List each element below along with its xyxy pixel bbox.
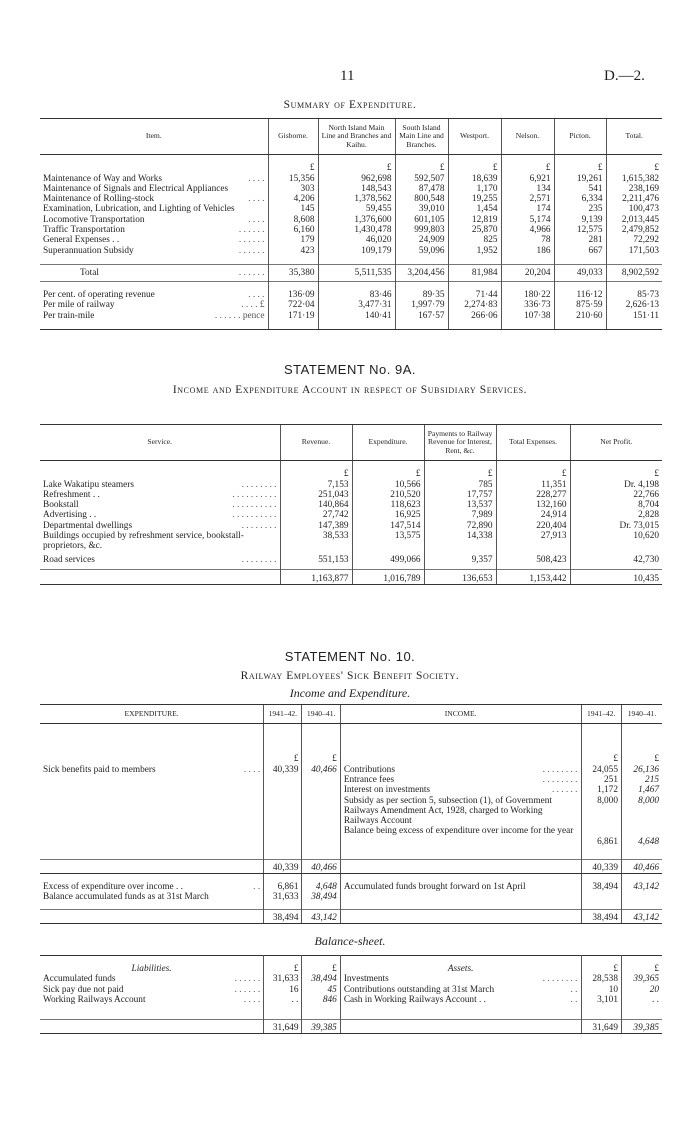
column-header: Item. <box>40 119 268 155</box>
row-label: . . . . . . Traffic Transportation <box>43 225 265 235</box>
unit-label: £ <box>395 163 448 173</box>
sick-benefit-header-row <box>40 705 662 724</box>
unit-label: £ <box>496 469 570 479</box>
table-row: . . . . . . . . . . Bookstall 140,864 118,623 13,537 132,160 8,704 <box>40 500 662 510</box>
column-header: 1940–41. <box>302 705 340 724</box>
row-label: . . . . £ Per mile of railway <box>43 300 265 311</box>
units-row: £ £ £ £ <box>40 754 662 764</box>
total-row: . . . . . . Total 35,380 5,511,535 3,204,456 81,984 20,204 49,033 8,902,592 <box>40 264 662 281</box>
units-row <box>40 469 662 479</box>
row-label: . . . . . . Superannuation Subsidy <box>43 245 265 256</box>
table-row: . . . . . . Superannuation Subsidy 423 109,179 59,096 1,952 186 667 171,503 <box>40 246 662 256</box>
unit-label: £ <box>280 469 352 479</box>
statement-9a-header-row <box>40 425 662 461</box>
row-label: . . . . Maintenance of Way and Works <box>43 173 265 184</box>
row-label: . . . . . . Total <box>40 264 268 281</box>
balance-sheet-title: Balance-sheet. <box>314 934 386 948</box>
unit-label: £ <box>570 469 662 479</box>
table-row: . . . . . . . . Road services 551,153 499,066 9,357 508,423 42,730 <box>40 552 662 570</box>
row-label: Maintenance of Signals and Electrical Appliances <box>43 183 229 194</box>
row-label: Subsidy as per section 5, subsection (1), of Government Railways Amendment Act, 1928, charged to Working Railways Account <box>340 796 581 827</box>
row-label: . . Contributions outstanding at 31st March <box>340 985 581 995</box>
table-row: Buildings occupied by refreshment service, bookstall-proprietors, &c. 38,533 13,575 14,338 27,913 10,620 <box>40 531 662 552</box>
column-header: Westport. <box>448 119 501 155</box>
summary-header-row <box>40 119 662 155</box>
table-row: . . . . . . Sick pay due not paid 16 45 . . Contributions outstanding at 31st March 10 20 <box>40 985 662 995</box>
row-label: . . Excess of expenditure over income . . <box>43 882 261 893</box>
row-label: Examination, Lubrication, and Lighting of Vehicles <box>43 204 235 215</box>
row-label: . . . . Per cent. of operating revenue <box>43 290 265 301</box>
row-label: . . . . . . . . Lake Wakatipu steamers <box>43 479 277 490</box>
row-label: . . . . . . . . Investments <box>340 974 581 984</box>
summary-table <box>40 118 662 330</box>
column-header: Liabilities. <box>131 964 172 974</box>
column-header: 1941–42. <box>581 705 621 724</box>
row-label: . . . . . . . . . . Refreshment . . <box>43 489 277 500</box>
column-header: INCOME. <box>340 705 581 724</box>
column-header: Total. <box>606 119 662 155</box>
column-header: Gisborne. <box>268 119 318 155</box>
table-row: Balance accumulated funds as at 31st March 31,633 38,494 <box>40 892 662 909</box>
column-header: Total Expenses. <box>496 425 570 461</box>
table-row: . . . . Working Railways Account . . 846 . . Cash in Working Railways Account . . 3,101 . . <box>40 995 662 1020</box>
total-row: 38,494 43,142 38,494 43,142 <box>40 909 662 923</box>
page-number: 11 <box>340 68 355 84</box>
unit-label: £ <box>554 163 606 173</box>
table-row: . . . . Sick benefits paid to members 40,339 40,466 . . . . . . . . Contributions 24,055 26,136 <box>40 765 662 775</box>
row-label: . . . . . . Interest on investments <box>340 785 581 795</box>
table-row: . . . . Maintenance of Rolling-stock 4,206 1,378,562 800,548 19,255 2,571 6,334 2,211,476 <box>40 194 662 204</box>
column-header: North Island Main Line and Branches and Kaihu. <box>318 119 395 155</box>
table-row: Balance being excess of expenditure over income for the year 6,861 4,648 <box>40 826 662 859</box>
table-row: . . . . . . . . . . Refreshment . . 251,043 210,520 17,757 228,277 22,766 <box>40 490 662 500</box>
row-label: . . . . . . . . . . Advertising . . <box>43 510 277 521</box>
document-reference: D.—2. <box>604 68 645 84</box>
column-header: EXPENDITURE. <box>40 705 264 724</box>
summary-title: Summary of Expenditure. <box>283 99 417 111</box>
unit-label: £ <box>318 163 395 173</box>
statement-10-subtitle: Railway Employees' Sick Benefit Society. <box>240 670 460 682</box>
row-label: . . . . . . Accumulated funds <box>43 974 261 985</box>
table-row: . . . . . . General Expenses . . 179 46,020 24,909 825 78 281 72,292 <box>40 235 662 245</box>
table-row: . . . . Locomotive Transportation 8,608 1,376,600 601,105 12,819 5,174 9,139 2,013,445 <box>40 215 662 225</box>
row-label: . . . . Working Railways Account <box>43 994 261 1005</box>
column-header: Payments to Railway Revenue for Interest, Rent, &c. <box>424 425 496 461</box>
table-row: . . . . Per cent. of operating revenue 136·09 83·46 89·35 71·44 180·22 116·12 85·73 <box>40 290 662 300</box>
column-header: 1941–42. <box>264 705 302 724</box>
table-row: . . . . . . pence Per train-mile 171·19 140·41 167·57 266·06 107·38 210·60 151·11 <box>40 311 662 330</box>
table-row: . . . . Maintenance of Way and Works 15,356 962,698 592,507 18,639 6,921 19,261 1,615,382 <box>40 174 662 184</box>
unit-label: £ <box>424 469 496 479</box>
table-row: . . . . . . Accumulated funds 31,633 38,494 . . . . . . . . Investments 28,538 39,365 <box>40 974 662 984</box>
column-header: Service. <box>40 425 280 461</box>
row-label: . . . . . . . . . . Bookstall <box>43 500 277 511</box>
row-label: Balance accumulated funds as at 31st March <box>43 892 209 903</box>
row-label: Balance being excess of expenditure over income for the year <box>340 826 581 859</box>
row-label: . . . . . . . . Departmental dwellings <box>43 520 277 531</box>
table-row: . . . . . . . . . . Advertising . . 27,742 16,925 7,989 24,914 2,828 <box>40 510 662 520</box>
table-row: . . . . . . Interest on investments 1,172 1,467 <box>40 785 662 795</box>
sick-benefit-table <box>40 704 662 924</box>
column-header: Nelson. <box>501 119 554 155</box>
table-row: Subsidy as per section 5, subsection (1), of Government Railways Amendment Act, 1928, charged to Working Railways Account 8,000 8,000 <box>40 796 662 827</box>
balance-sheet-table <box>40 955 662 1034</box>
row-label: . . . . . . General Expenses . . <box>43 235 265 246</box>
statement-10-subheading: Income and Expenditure. <box>289 686 411 700</box>
statement-9a-heading: STATEMENT No. 9A. <box>283 362 417 377</box>
table-row: . . . . . . Traffic Transportation 6,160 1,430,478 999,803 25,870 4,966 12,575 2,479,852 <box>40 225 662 235</box>
row-label: . . . . . . . . Entrance fees <box>340 775 581 785</box>
table-row: . . . . . . . . Departmental dwellings 147,389 147,514 72,890 220,404 Dr. 73,015 <box>40 521 662 531</box>
column-header: Revenue. <box>280 425 352 461</box>
row-label: . . . . Locomotive Transportation <box>43 214 265 225</box>
row-label: . . . . . . . . Road services <box>43 554 277 565</box>
statement-10-heading: STATEMENT No. 10. <box>284 649 416 664</box>
balance-header-row: Liabilities. £ £ Assets. £ £ <box>40 956 662 975</box>
table-row: . . . . . . . . Lake Wakatipu steamers 7,153 10,566 785 11,351 Dr. 4,198 <box>40 480 662 490</box>
row-label: Accumulated funds brought forward on 1st April <box>340 882 581 892</box>
row-label: Buildings occupied by refreshment service, bookstall-proprietors, &c. <box>43 531 244 552</box>
column-header: Expenditure. <box>352 425 424 461</box>
table-row: . . Excess of expenditure over income . . 6,861 4,648 Accumulated funds brought forward on 1st April 38,494 43,142 <box>40 882 662 892</box>
unit-label: £ <box>352 469 424 479</box>
unit-label: £ <box>501 163 554 173</box>
column-header: Assets. <box>340 956 581 975</box>
unit-label: £ <box>448 163 501 173</box>
table-row: . . . . . . . . Entrance fees 251 215 <box>40 775 662 785</box>
row-label: . . . . . . pence Per train-mile <box>40 311 268 330</box>
total-row: 31,649 39,385 31,649 39,385 <box>40 1020 662 1034</box>
subtotal-row: 40,339 40,466 40,339 40,466 <box>40 859 662 873</box>
total-row: 1,163,877 1,016,789 136,653 1,153,442 10,435 <box>40 569 662 584</box>
row-label: . . Cash in Working Railways Account . . <box>340 995 581 1020</box>
table-row: . . . . £ Per mile of railway 722·04 3,477·31 1,997·79 2,274·83 336·73 875·59 2,626·13 <box>40 300 662 310</box>
units-row <box>40 163 662 173</box>
row-label: . . . . Sick benefits paid to members <box>43 764 261 775</box>
row-label: . . . . Maintenance of Rolling-stock <box>43 194 265 205</box>
table-row: Examination, Lubrication, and Lighting of Vehicles 145 59,455 39,010 1,454 174 235 100,473 <box>40 204 662 214</box>
unit-label: £ <box>268 163 318 173</box>
column-header: 1940–41. <box>621 705 662 724</box>
subsidiary-services-table <box>40 424 662 585</box>
statement-9a-subtitle: Income and Expenditure Account in respect of Subsidiary Services. <box>172 384 528 396</box>
column-header: Picton. <box>554 119 606 155</box>
row-label: . . . . . . . . Contributions <box>340 765 581 775</box>
table-row: Maintenance of Signals and Electrical Appliances 303 148,543 87,478 1,170 134 541 238,169 <box>40 184 662 194</box>
unit-label: £ <box>606 163 662 173</box>
row-label: . . . . . . Sick pay due not paid <box>43 984 261 995</box>
column-header: South Island Main Line and Branches. <box>395 119 448 155</box>
column-header: Net Profit. <box>570 425 662 461</box>
